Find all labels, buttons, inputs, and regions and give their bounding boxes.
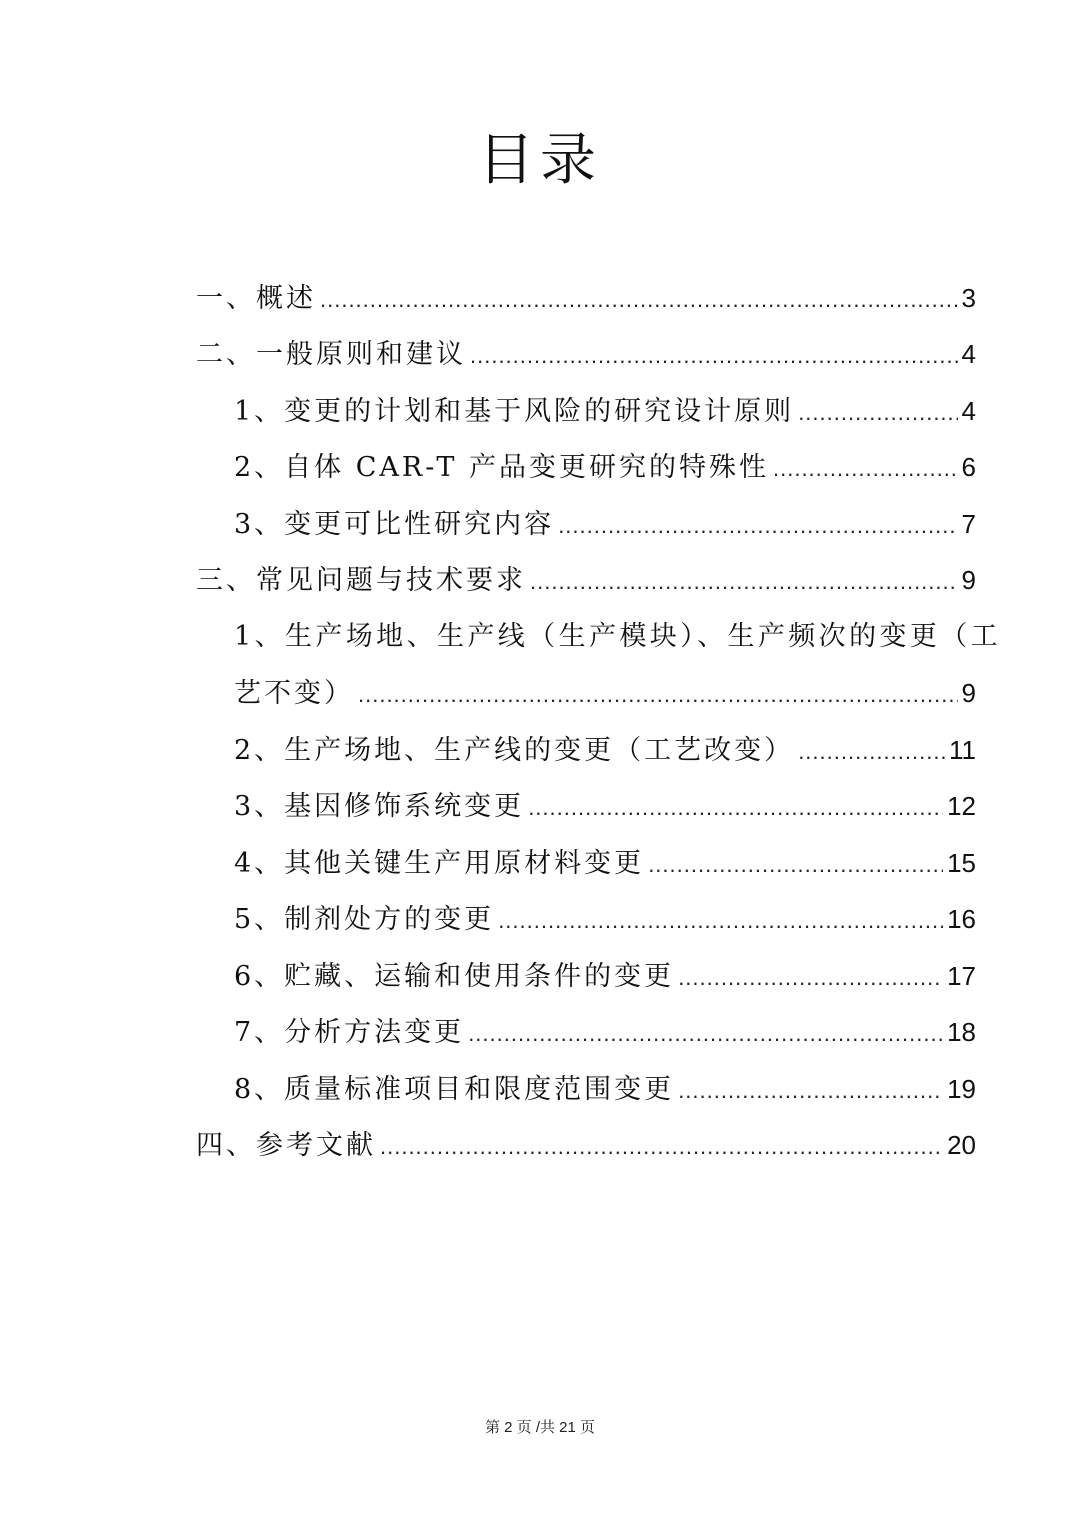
toc-entry-label: 7、分析方法变更 <box>234 1017 465 1048</box>
toc-leader-dots <box>798 393 957 433</box>
toc-page-number: 12 <box>947 791 976 821</box>
toc-leader-dots <box>648 845 943 885</box>
toc-entry-label: 3、变更可比性研究内容 <box>234 509 555 540</box>
toc-leader-dots <box>528 788 943 828</box>
toc-entry-analytical-methods[interactable] <box>234 1012 976 1052</box>
toc-entry-label: 1、生产场地、生产线（生产模块）、生产频次的变更（工 <box>234 621 1002 652</box>
toc-page-number: 9 <box>961 678 976 708</box>
page-title: 目录 <box>478 128 602 193</box>
toc-leader-dots <box>358 675 958 715</box>
toc-entry-label: 4、其他关键生产用原材料变更 <box>234 848 645 879</box>
toc-entry-label: 8、质量标准项目和限度范围变更 <box>234 1074 675 1105</box>
toc-page-number: 4 <box>961 396 976 426</box>
toc-entry-references[interactable] <box>196 1125 976 1165</box>
toc-leader-dots <box>678 958 943 998</box>
toc-leader-dots <box>320 280 958 320</box>
toc-entry-production-site-process-change[interactable] <box>234 730 976 770</box>
toc-entry-production-site-continuation[interactable] <box>234 673 976 713</box>
toc-page-number: 7 <box>961 509 976 539</box>
toc-entry-storage-transport[interactable] <box>234 956 976 996</box>
toc-entry-production-site-no-process-change[interactable] <box>234 617 1002 657</box>
toc-leader-dots <box>380 1127 943 1167</box>
toc-page-number: 16 <box>947 904 976 934</box>
toc-entry-label: 四、参考文献 <box>196 1130 376 1161</box>
toc-leader-dots <box>468 1014 943 1054</box>
toc-entry-common-issues[interactable] <box>196 560 976 600</box>
toc-page-number: 4 <box>961 339 976 369</box>
toc-entry-label: 二、一般原则和建议 <box>196 339 466 370</box>
toc-entry-label: 6、贮藏、运输和使用条件的变更 <box>234 961 675 992</box>
toc-page-number: 3 <box>961 283 976 313</box>
toc-entry-label: 1、变更的计划和基于风险的研究设计原则 <box>234 396 795 427</box>
toc-entry-overview[interactable] <box>196 278 976 318</box>
toc-entry-label: 一、概述 <box>196 283 316 314</box>
toc-page-number: 15 <box>947 848 976 878</box>
toc-entry-label: 2、自体 CAR-T 产品变更研究的特殊性 <box>234 452 769 483</box>
toc-leader-dots <box>558 506 957 546</box>
toc-page-number: 6 <box>961 452 976 482</box>
toc-page-number: 11 <box>949 735 976 765</box>
toc-entry-raw-materials[interactable] <box>234 843 976 883</box>
toc-entry-label-continuation: 艺不变） <box>234 678 354 709</box>
toc-leader-dots <box>678 1071 943 1111</box>
toc-entry-quality-standards[interactable] <box>234 1069 976 1109</box>
toc-page-number: 20 <box>947 1130 976 1160</box>
toc-leader-dots <box>798 732 945 772</box>
toc-entry-car-t-specifics[interactable] <box>234 447 976 487</box>
toc-entry-general-principles[interactable] <box>196 334 976 374</box>
toc-leader-dots <box>530 562 958 602</box>
toc-entry-label: 3、基因修饰系统变更 <box>234 791 525 822</box>
page-footer: 第 2 页 /共 21 页 <box>484 1419 596 1436</box>
toc-entry-label: 三、常见问题与技术要求 <box>196 565 526 596</box>
toc-entry-label: 2、生产场地、生产线的变更（工艺改变） <box>234 735 795 766</box>
toc-page-number: 17 <box>947 961 976 991</box>
toc-leader-dots <box>773 449 958 489</box>
toc-entry-change-planning[interactable] <box>234 391 976 431</box>
toc-page-number: 18 <box>947 1017 976 1047</box>
toc-entry-label: 5、制剂处方的变更 <box>234 904 495 935</box>
toc-entry-gene-modification[interactable] <box>234 786 976 826</box>
toc-page-number: 19 <box>947 1074 976 1104</box>
toc-leader-dots <box>498 901 943 941</box>
toc-entry-formulation[interactable] <box>234 899 976 939</box>
toc-page-number: 9 <box>961 565 976 595</box>
toc-leader-dots <box>470 336 958 376</box>
toc-entry-comparability[interactable] <box>234 504 976 544</box>
